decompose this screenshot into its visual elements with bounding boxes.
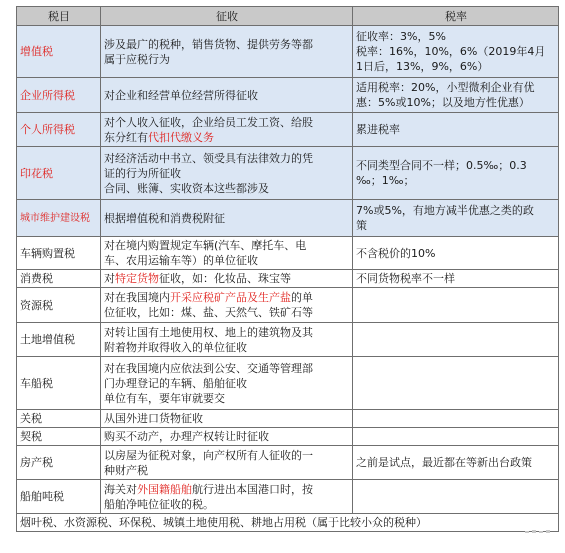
table-row [17, 428, 559, 446]
table-row [17, 410, 559, 428]
watermark-icon [523, 525, 563, 539]
tax-name: 增值税 [17, 26, 101, 78]
header-scope: 征收 [101, 7, 353, 26]
tax-scope: 以房屋为征税对象，向产权所有人征收的一 种财产税 [101, 446, 353, 480]
tax-scope: 对企业和经营单位经营所得征收 [101, 78, 353, 113]
tax-scope: 对转让国有土地使用权、地上的建筑物及其 附着物并取得收入的单位征收 [101, 323, 353, 357]
table-row [17, 270, 559, 288]
highlight-text: 代扣代缴义务 [148, 130, 214, 144]
tax-rate: 不同货物税率不一样 [353, 270, 559, 288]
table-row [17, 78, 559, 113]
tax-rate [353, 288, 559, 323]
table-row [17, 237, 559, 270]
tax-name: 关税 [17, 410, 101, 428]
tax-name: 车船税 [17, 357, 101, 410]
tax-scope: 对经济活动中书立、领受具有法律效力的凭 证的行为所征收 合同、账簿、实收资本这些都涉及 [101, 147, 353, 200]
header-name: 税目 [17, 7, 101, 26]
tax-scope: 涉及最广的税种，销售货物、提供劳务等都 属于应税行为 [101, 26, 353, 78]
tax-rate [353, 480, 559, 514]
header-rate: 税率 [353, 7, 559, 26]
tax-rate [353, 428, 559, 446]
tax-rate [353, 357, 559, 410]
table-row [17, 200, 559, 237]
tax-scope: 根据增值税和消费税附征 [101, 200, 353, 237]
tax-rate [353, 323, 559, 357]
tax-rate: 累进税率 [353, 113, 559, 147]
tax-name: 契税 [17, 428, 101, 446]
tax-name: 车辆购置税 [17, 237, 101, 270]
tax-name: 印花税 [17, 147, 101, 200]
tax-scope: 对在我国境内开采应税矿产品及生产盐的单 位征收，比如：煤、盐、天然气、铁矿石等 [101, 288, 353, 323]
tax-name: 个人所得税 [17, 113, 101, 147]
table-row [17, 147, 559, 200]
table-row [17, 26, 559, 78]
tax-name: 房产税 [17, 446, 101, 480]
footer-row [17, 514, 559, 532]
tax-name: 资源税 [17, 288, 101, 323]
highlight-text: 特定货物 [115, 272, 159, 285]
tax-scope: 海关对外国籍船舶航行进出本国港口时，按 船舶净吨位征收的税。 [101, 480, 353, 514]
tax-scope: 从国外进口货物征收 [101, 410, 353, 428]
table-row [17, 480, 559, 514]
tax-rate: 7%或5%，有地方减半优惠之类的政 策 [353, 200, 559, 237]
tax-name: 消费税 [17, 270, 101, 288]
tax-rate: 之前是试点，最近都在等新出台政策 [353, 446, 559, 480]
highlight-text: 外国籍船舶 [137, 482, 192, 496]
tax-scope: 对个人收入征收，企业给员工发工资、给股 东分红有代扣代缴义务 [101, 113, 353, 147]
tax-scope: 对特定货物征收，如：化妆品、珠宝等 [101, 270, 353, 288]
tax-rate: 适用税率：20%，小型微利企业有优 惠：5%或10%；以及地方性优惠） [353, 78, 559, 113]
header-row [17, 7, 559, 26]
tax-name: 土地增值税 [17, 323, 101, 357]
tax-scope: 购买不动产，办理产权转让时征收 [101, 428, 353, 446]
table-row [17, 357, 559, 410]
table-row [17, 323, 559, 357]
tax-scope: 对在境内购置规定车辆(汽车、摩托车、电 车、农用运输车等）的单位征收 [101, 237, 353, 270]
tax-name: 城市维护建设税 [17, 200, 101, 237]
highlight-text: 开采应税矿产品及生产盐 [170, 291, 291, 304]
tax-name: 企业所得税 [17, 78, 101, 113]
tax-scope: 对在我国境内应依法到公安、交通等管理部 门办理登记的车辆、船舶征收 单位有车，要年审就要交 [101, 357, 353, 410]
table-row [17, 288, 559, 323]
tax-table [16, 6, 559, 532]
tax-rate: 不同类型合同不一样；0.5‰；0.3 ‰；1‰； [353, 147, 559, 200]
tax-rate [353, 410, 559, 428]
tax-rate: 不含税价的10% [353, 237, 559, 270]
tax-rate: 征收率：3%，5% 税率：16%，10%，6%（2019年4月 1日后，13%，9%，6%） [353, 26, 559, 78]
table-row [17, 446, 559, 480]
tax-name: 船舶吨税 [17, 480, 101, 514]
footer-note: 烟叶税、水资源税、环保税、城镇土地使用税、耕地占用税（属于比较小众的税种） [17, 514, 559, 532]
table-row [17, 113, 559, 147]
